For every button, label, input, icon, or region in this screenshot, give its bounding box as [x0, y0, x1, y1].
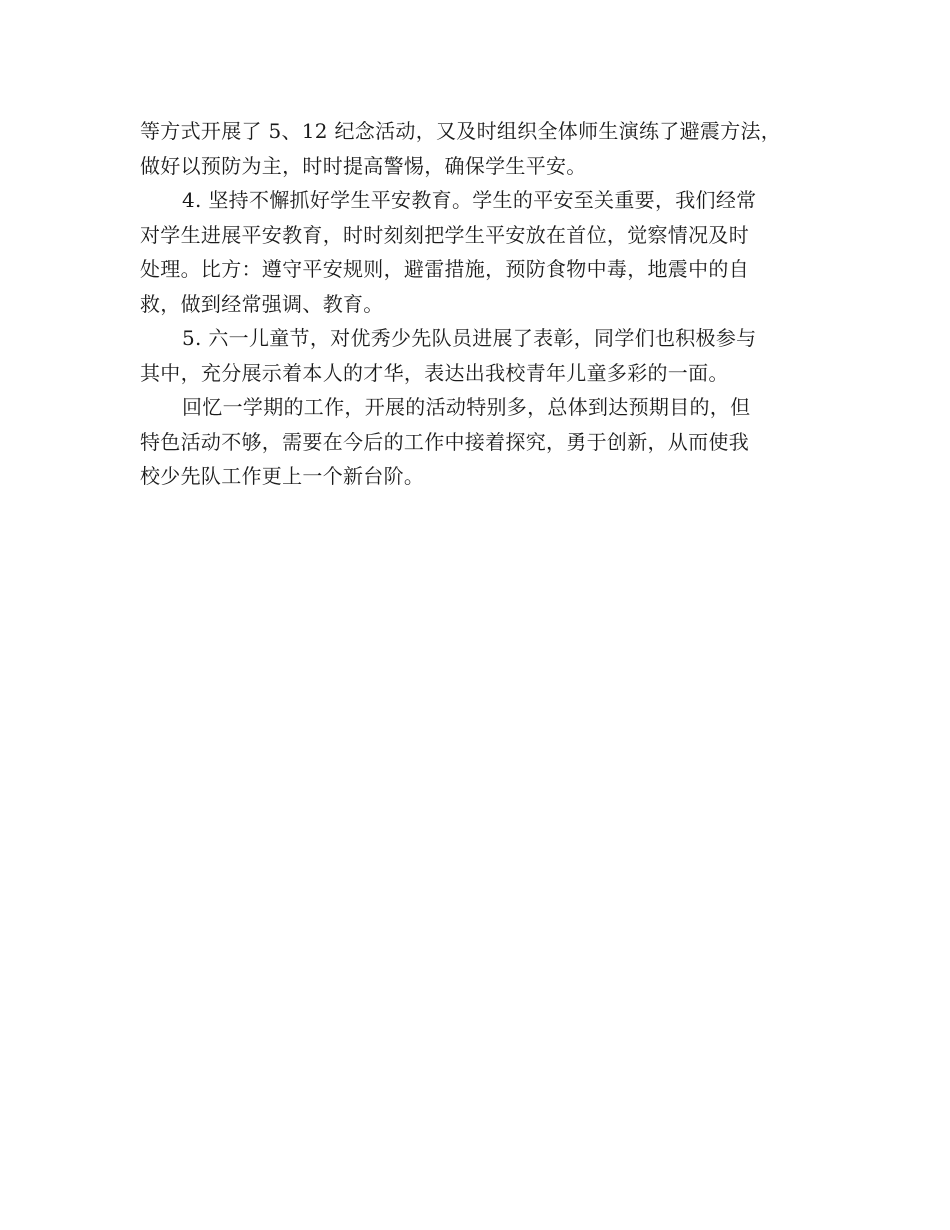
text-line: 救，做到经常强调、教育。 [140, 291, 384, 316]
text-line: 4. 坚持不懈抓好学生平安教育。学生的平安至关重要，我们经常 [182, 188, 757, 212]
text-line: 回忆一学期的工作，开展的活动特别多，总体到达预期目的，但 [182, 395, 751, 419]
text-line: 等方式开展了 5、12 纪念活动，又及时组织全体师生演练了避震方法， [140, 119, 782, 143]
text-line: 5. 六一儿童节，对优秀少先队员进展了表彰，同学们也积极参与 [182, 326, 757, 350]
text-line: 其中，充分展示着本人的才华，表达出我校青年儿童多彩的一面。 [140, 360, 729, 385]
text-line: 特色活动不够，需要在今后的工作中接着探究，勇于创新，从而使我 [140, 429, 749, 454]
text-line: 对学生进展平安教育，时时刻刻把学生平安放在首位，觉察情况及时 [140, 222, 749, 247]
text-line: 处理。比方：遵守平安规则，避雷措施，预防食物中毒，地震中的自 [140, 257, 749, 281]
text-line: 校少先队工作更上一个新台阶。 [140, 464, 425, 488]
document-body [140, 114, 840, 494]
text-line: 做好以预防为主，时时提高警惕，确保学生平安。 [140, 153, 587, 178]
